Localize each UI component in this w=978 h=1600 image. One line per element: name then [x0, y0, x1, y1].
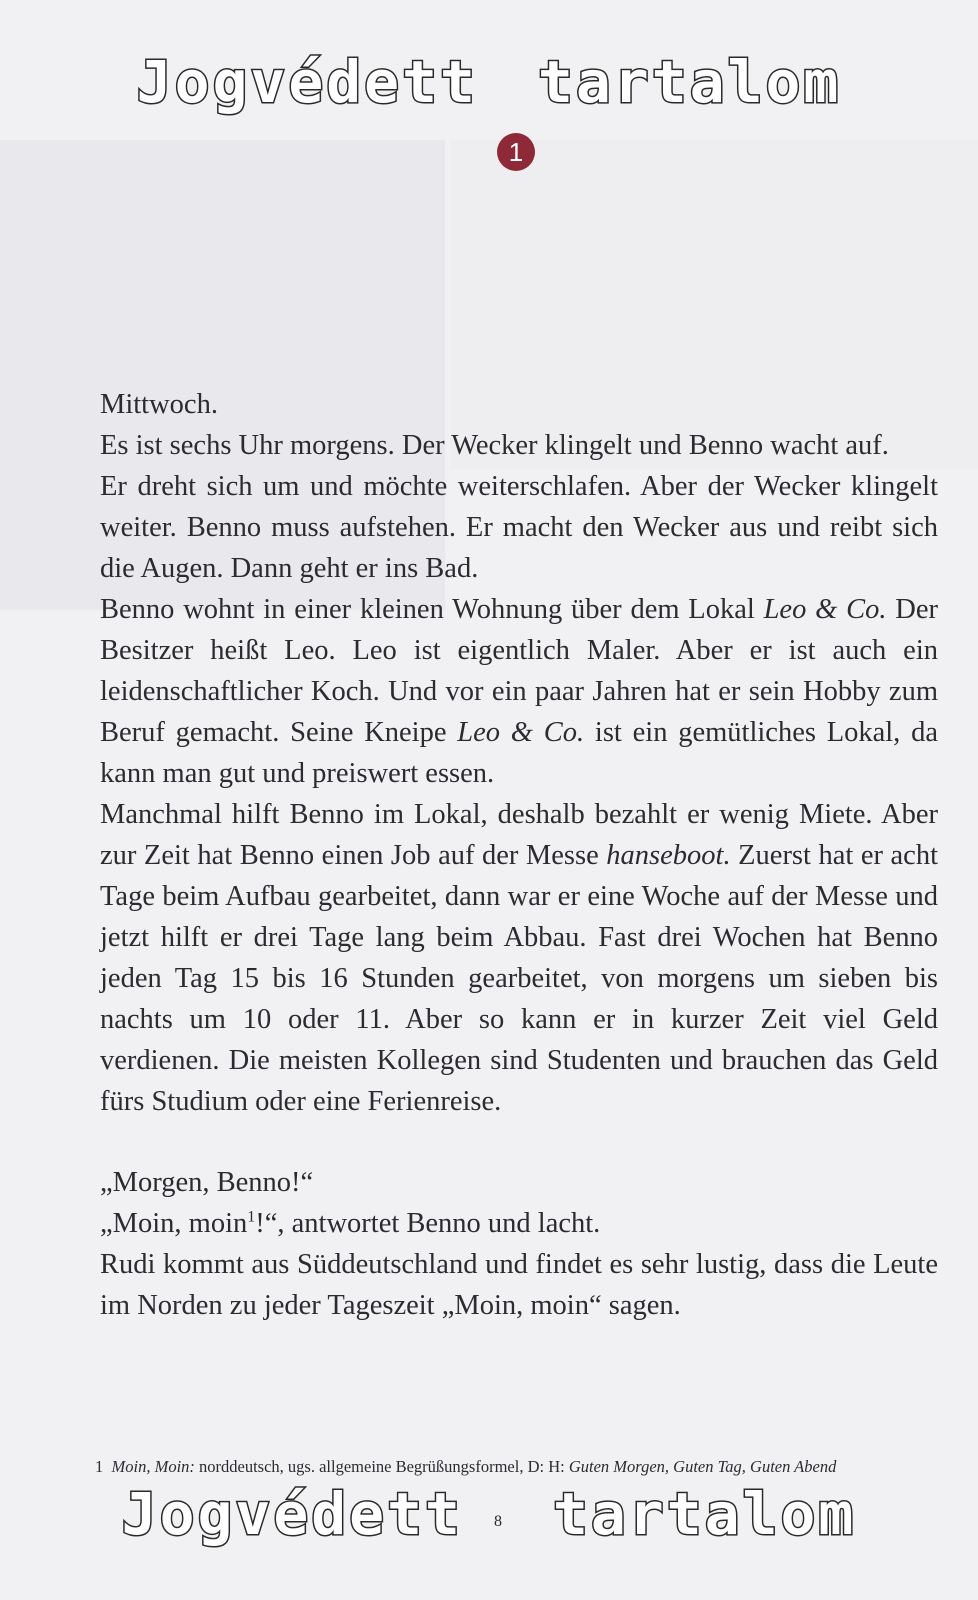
page-number: 8 — [494, 1513, 502, 1530]
dialog-section — [100, 1162, 938, 1326]
watermark-word: tartalom — [552, 1480, 857, 1548]
footnote: 1 Moin, Moin: norddeutsch, ugs. allgemeine Begrüßungsformel, D: H: Guten Morgen, Guten Tag, Guten Abend — [95, 1457, 837, 1476]
paragraph: Er dreht sich um und möchte weiterschlafen. Aber der Wecker klingelt weiter. Benno muss aufstehen. Er macht den Wecker aus und reibt sich die Augen. Dann geht er ins Bad. — [100, 471, 938, 584]
dialog-line: „Moin, moin$^1$!“, antwortet Benno und lacht. — [100, 1208, 601, 1239]
watermark-word: Jogvédett — [136, 48, 478, 116]
watermark-top — [0, 48, 978, 116]
paragraph: Mittwoch. — [100, 389, 218, 420]
paragraph: Es ist sechs Uhr morgens. Der Wecker klingelt und Benno wacht auf. — [100, 430, 889, 461]
watermark-word: Jogvédett — [121, 1480, 463, 1548]
paragraph: Benno wohnt in einer kleinen Wohnung über dem Lokal Leo & Co. Der Besitzer heißt Leo. Leo ist eigentlich Maler. Aber er ist auch ein leidenschaftlicher Koch. Und vor ein paar Jahren hat er sein Hobby zum Beruf gemacht. Seine Kneipe Leo & Co. ist ein gemütliches Lokal, da kann man gut und preiswert essen. — [100, 594, 938, 789]
chapter-number-badge: 1 — [497, 133, 535, 171]
main-text — [100, 384, 938, 1326]
watermark-word: tartalom — [537, 48, 842, 116]
dialog-line: Rudi kommt aus Süddeutschland und findet es sehr lustig, dass die Leute im Norden zu jeder Tageszeit „Moin, moin“ sagen. — [100, 1249, 938, 1321]
paragraph: Manchmal hilft Benno im Lokal, deshalb bezahlt er wenig Miete. Aber zur Zeit hat Benno einen Job auf der Messe hanseboot. Zuerst hat er acht Tage beim Aufbau gearbeitet, dann war er eine Woche auf der Messe und jetzt hilft er drei Tage lang beim Abbau. Fast drei Wochen hat Benno jeden Tag 15 bis 16 Stunden gearbeitet, von morgens um sieben bis nachts um 10 oder 11. Aber so kann er in kurzer Zeit viel Geld verdienen. Die meisten Kollegen sind Studenten und brauchen das Geld fürs Studium oder eine Ferienreise. — [100, 799, 938, 1117]
watermark-bottom — [0, 1480, 978, 1548]
footnote-ref: 1 — [247, 1208, 256, 1226]
dialog-line: „Morgen, Benno!“ — [100, 1167, 314, 1198]
